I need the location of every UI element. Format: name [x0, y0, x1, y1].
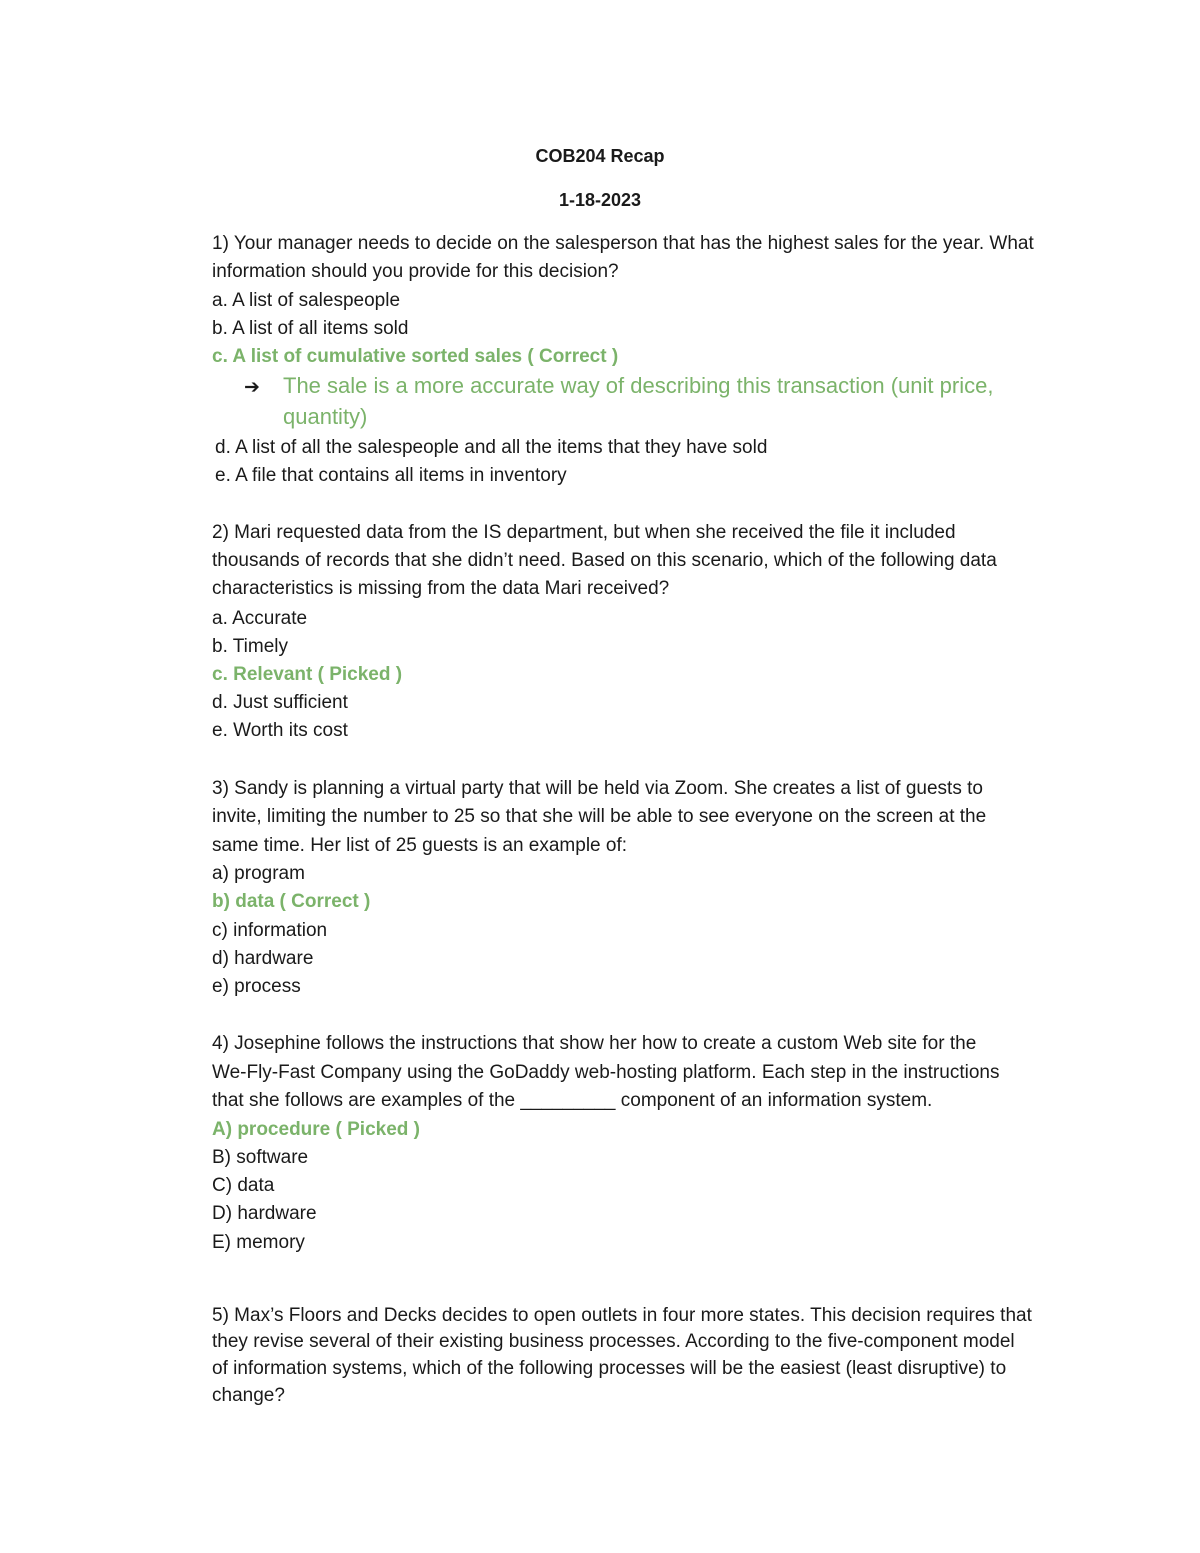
q2-option-c-picked: c. Relevant ( Picked )	[212, 664, 403, 685]
q4-option-d: D) hardware	[212, 1203, 317, 1224]
q3-stem-line1: 3) Sandy is planning a virtual party that will be held via Zoom. She creates a list of guests to	[212, 778, 983, 799]
q2-option-a: a. Accurate	[212, 608, 308, 629]
q2-stem-line2: thousands of records that she didn’t need. Based on this scenario, which of the following data	[212, 550, 997, 571]
q4-option-a-picked: A) procedure ( Picked )	[212, 1119, 420, 1140]
arrow-bullet-icon: ➔	[244, 377, 260, 398]
q3-stem-line3: same time. Her list of 25 guests is an example of:	[212, 835, 628, 856]
q3-stem-line2: invite, limiting the number to 25 so that she will be able to see everyone on the screen at the	[212, 806, 987, 827]
q2-option-e: e. Worth its cost	[212, 720, 348, 741]
q3-option-b-correct: b) data ( Correct )	[212, 891, 371, 912]
q4-option-e: E) memory	[212, 1232, 305, 1253]
q1-option-d: d. A list of all the salespeople and all the items that they have sold	[215, 437, 768, 458]
q2-stem-line1: 2) Mari requested data from the IS department, but when she received the file it included	[212, 522, 956, 543]
q4-stem-line3: that she follows are examples of the _________ component of an information system.	[212, 1090, 933, 1111]
q1-option-e: e. A file that contains all items in inventory	[215, 465, 567, 486]
q1-note-line2: quantity)	[283, 404, 368, 429]
q4-stem-line2: We-Fly-Fast Company using the GoDaddy web-hosting platform. Each step in the instructions	[212, 1062, 1000, 1083]
q4-stem-line1: 4) Josephine follows the instructions that show her how to create a custom Web site for the	[212, 1033, 977, 1054]
q5-stem-line3: of information systems, which of the following processes will be the easiest (least disruptive) to	[212, 1358, 1007, 1379]
q3-option-d: d) hardware	[212, 948, 314, 969]
q4-option-c: C) data	[212, 1175, 275, 1196]
q1-stem-line1: 1) Your manager needs to decide on the salesperson that has the highest sales for the year. What	[212, 233, 1034, 254]
q5-stem-line4: change?	[212, 1385, 285, 1406]
q3-option-c: c) information	[212, 920, 328, 941]
q5-stem-line2: they revise several of their existing business processes. According to the five-component model	[212, 1331, 1015, 1352]
q1-option-b: b. A list of all items sold	[212, 318, 409, 339]
q1-note-line1: The sale is a more accurate way of describing this transaction (unit price,	[283, 373, 994, 398]
q2-stem-line3: characteristics is missing from the data Mari received?	[212, 578, 670, 599]
q4-option-b: B) software	[212, 1147, 309, 1168]
q3-option-e: e) process	[212, 976, 301, 997]
q3-option-a: a) program	[212, 863, 305, 884]
q2-option-b: b. Timely	[212, 636, 289, 657]
q1-stem-line2: information should you provide for this decision?	[212, 261, 619, 282]
document-date: 1-18-2023	[558, 190, 642, 210]
q1-option-a: a. A list of salespeople	[212, 290, 401, 311]
q1-option-c-correct: c. A list of cumulative sorted sales ( Correct )	[212, 346, 619, 367]
q2-option-d: d. Just sufficient	[212, 692, 348, 713]
q5-stem-line1: 5) Max’s Floors and Decks decides to open outlets in four more states. This decision requires that	[212, 1305, 1032, 1326]
document-title: COB204 Recap	[535, 146, 665, 166]
